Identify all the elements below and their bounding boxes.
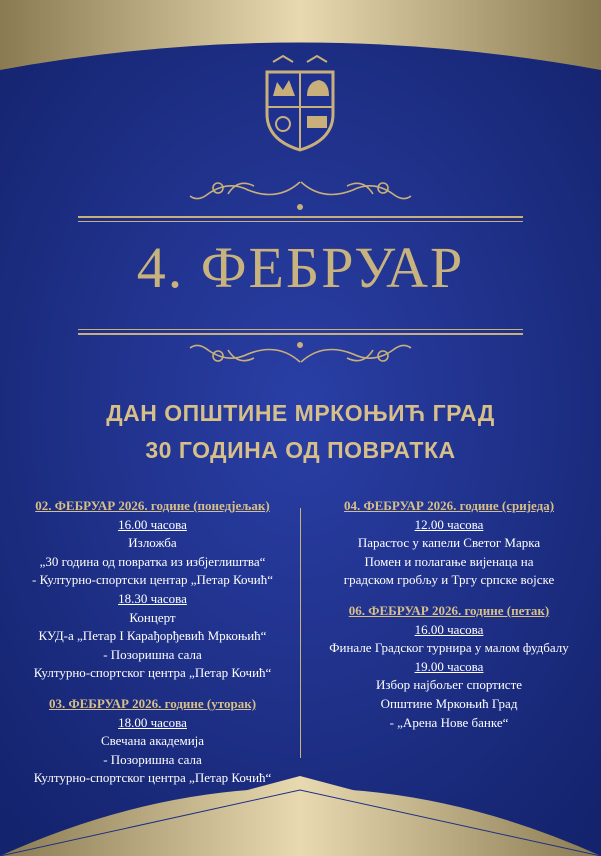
event-line: Културно-спортског центра „Петар Кочић“ [33,770,272,786]
event-line: Финале Градског турнира у малом фудбалу [329,640,569,656]
coat-of-arms-icon [263,52,337,152]
event-line: - „Арена Нове банке“ [389,714,509,730]
event-line: - Позоришна сала [103,646,202,662]
title-rule-top [78,216,523,218]
event-line: Помен и полагање вијенаца на [364,553,534,569]
event-line: Парастос у капели Светог Марка [357,535,541,551]
event-line: Изложба [128,535,177,551]
event-time: 19.00 часова [414,658,484,674]
event-line: Свечана академија [100,733,205,749]
bottom-ornament-icon [188,340,413,380]
title-rule-top-thin [78,221,523,222]
column-divider [300,508,301,758]
event-time: 12.00 часова [414,516,484,532]
event-line: градском гробљу и Тргу српске војске [343,572,555,588]
day-heading: 02. ФЕБРУАР 2026. године (понедјељак) [35,498,270,513]
title-rule-bottom [78,333,523,335]
schedule-right-column [310,497,588,732]
event-time: 18.30 часова [118,590,187,606]
day-heading: 04. ФЕБРУАР 2026. године (сриједа) [343,498,555,513]
title-rule-bottom-thin [78,329,523,330]
event-line: Општине Мркоњић Град [380,695,518,711]
event-time: 16.00 часова [414,621,484,637]
event-line: - Позоришна сала [103,751,202,767]
event-line: Културно-спортског центра „Петар Кочић“ [33,665,272,681]
event-line: КУД-а „Петар I Карађорђевић Мркоњић“ [38,628,267,644]
event-line: Концерт [129,609,176,625]
event-line: „30 година од повратка из избјеглиштва“ [39,553,266,569]
event-line: - Културно-спортски центар „Петар Кочић“ [32,572,273,588]
event-line: Избор најбољег спортисте [375,677,523,693]
event-time: 16.00 часова [118,516,187,532]
top-ornament-icon [188,172,413,212]
day-heading: 06. ФЕБРУАР 2026. године (петак) [348,602,550,618]
subtitle-line-1: ДАН ОПШТИНЕ МРКОЊИЋ ГРАД [106,400,495,426]
day-heading: 03. ФЕБРУАР 2026. године (уторак) [48,695,257,711]
subtitle-line-2: 30 ГОДИНА ОД ПОВРАТКА [145,437,456,463]
schedule-left-column [20,497,285,788]
event-time: 18.00 часова [118,714,187,730]
page-title: 4. ФЕБРУАР [136,235,465,300]
